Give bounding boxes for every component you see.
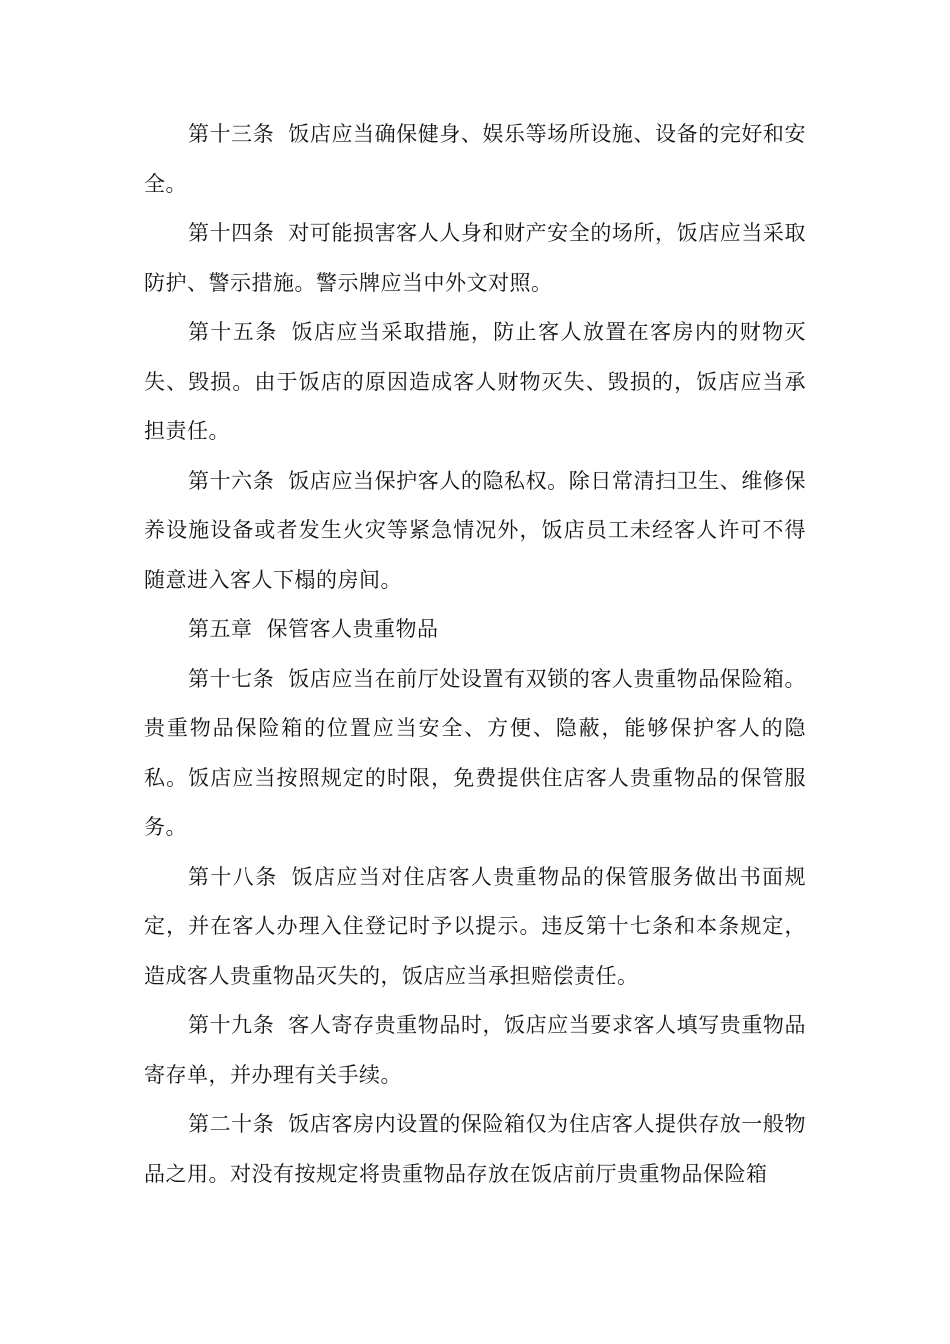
article-13 (144, 110, 806, 209)
article-16 (144, 457, 806, 606)
article-19 (144, 1001, 806, 1100)
article-text: 饭店应当在前厅处设置有双锁的客人贵重物品保险箱。贵重物品保险箱的位置应当安全、方便、隐蔽，能够保护客人的隐私。饭店应当按照规定的时限，免费提供住店客人贵重物品的保管服务。 (144, 666, 806, 839)
article-text: 饭店应当对住店客人贵重物品的保管服务做出书面规定，并在客人办理入住登记时予以提示。违反第十七条和本条规定，造成客人贵重物品灭失的，饭店应当承担赔偿责任。 (144, 864, 807, 988)
document-page (144, 110, 806, 1199)
article-18 (144, 853, 806, 1002)
article-number: 第十六条 (188, 468, 275, 493)
chapter-5-heading (144, 605, 806, 655)
chapter-number: 第五章 (188, 617, 253, 641)
article-number: 第十四条 (188, 221, 275, 245)
article-text: 饭店客房内设置的保险箱仅为住店客人提供存放一般物品之用。对没有按规定将贵重物品存放在饭店前厅贵重物品保险箱 (144, 1112, 806, 1186)
article-20 (144, 1100, 806, 1199)
article-number: 第十五条 (188, 320, 278, 344)
article-number: 第二十条 (188, 1112, 275, 1136)
article-15 (144, 308, 806, 457)
article-number: 第十九条 (188, 1013, 275, 1037)
article-number: 第十七条 (188, 666, 275, 691)
article-14 (144, 209, 806, 308)
article-text: 客人寄存贵重物品时，饭店应当要求客人填写贵重物品寄存单，并办理有关手续。 (144, 1013, 806, 1087)
article-text: 饭店应当采取措施，防止客人放置在客房内的财物灭失、毁损。由于饭店的原因造成客人财物灭失、毁损的，饭店应当承担责任。 (144, 320, 807, 443)
article-text: 对可能损害客人人身和财产安全的场所，饭店应当采取防护、警示措施。警示牌应当中外文对照。 (144, 221, 806, 295)
article-text: 饭店应当确保健身、娱乐等场所设施、设备的完好和安全。 (144, 122, 806, 196)
chapter-title: 保管客人贵重物品 (266, 617, 439, 641)
article-text: 饭店应当保护客人的隐私权。除日常清扫卫生、维修保养设施设备或者发生火灾等紧急情况外，饭店员工未经客人许可不得随意进入客人下榻的房间。 (144, 468, 806, 592)
article-number: 第十三条 (188, 122, 275, 146)
article-17 (144, 655, 806, 853)
article-number: 第十八条 (188, 864, 278, 889)
